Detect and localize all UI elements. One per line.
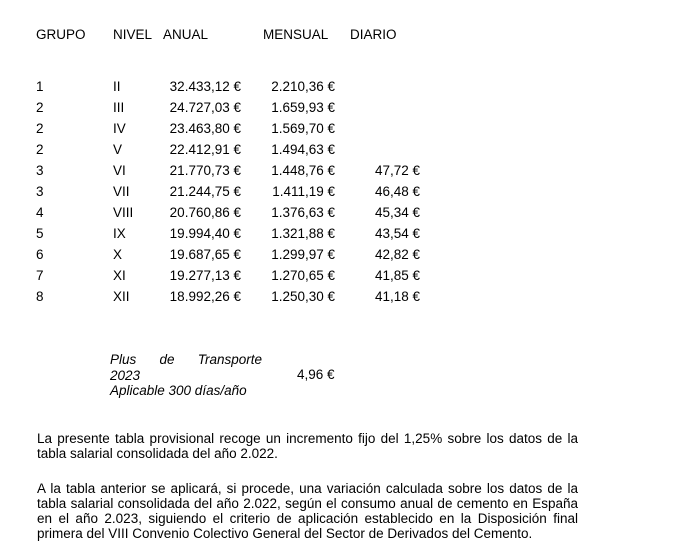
transport-allowance-applicable: Aplicable 300 días/año bbox=[110, 383, 247, 398]
cell-anual: 23.463,80 € bbox=[169, 121, 241, 136]
cell-diario: 41,85 € bbox=[374, 268, 420, 283]
table-row bbox=[0, 121, 683, 142]
cell-anual: 22.412,91 € bbox=[169, 142, 241, 157]
cell-mensual: 1.321,88 € bbox=[271, 226, 335, 241]
table-row bbox=[0, 142, 683, 163]
table-row bbox=[0, 268, 683, 289]
cell-diario: 41,18 € bbox=[374, 289, 420, 304]
cell-anual: 32.433,12 € bbox=[169, 79, 241, 94]
cell-anual: 18.992,26 € bbox=[169, 289, 241, 304]
cell-nivel: X bbox=[113, 247, 123, 262]
cell-nivel: VII bbox=[113, 184, 130, 199]
table-row bbox=[0, 79, 683, 100]
cell-mensual: 1.569,70 € bbox=[271, 121, 335, 136]
paragraph-variation-note: A la tabla anterior se aplicará, si procede, una variación calculada sobre los datos de la tabla salarial consolidada del año 2.022, según el consumo anual de cemento en España en el año 2.023, siguiendo el criterio de aplicación establecido en la Disposición final primera del VIII Convenio Colectivo General del Sector de Derivados del Cemento. bbox=[37, 481, 578, 541]
cell-anual: 21.244,75 € bbox=[169, 184, 241, 199]
table-row bbox=[0, 205, 683, 226]
column-header-grupo: GRUPO bbox=[36, 27, 86, 42]
table-row bbox=[0, 289, 683, 310]
cell-grupo: 2 bbox=[36, 142, 44, 157]
cell-anual: 19.994,40 € bbox=[169, 226, 241, 241]
transport-word-de: de bbox=[159, 352, 175, 367]
cell-mensual: 1.411,19 € bbox=[272, 184, 335, 199]
cell-anual: 19.687,65 € bbox=[169, 247, 241, 262]
paragraph-increment-note: La presente tabla provisional recoge un incremento fijo del 1,25% sobre los datos de la tabla salarial consolidada del año 2.022. bbox=[37, 431, 578, 461]
table-row bbox=[0, 100, 683, 121]
cell-diario: 42,82 € bbox=[374, 247, 420, 262]
cell-anual: 20.760,86 € bbox=[169, 205, 241, 220]
table-row bbox=[0, 226, 683, 247]
transport-allowance-block bbox=[110, 352, 262, 399]
cell-diario: 46,48 € bbox=[374, 184, 420, 199]
cell-nivel: V bbox=[113, 142, 123, 157]
transport-allowance-value: 4,96 € bbox=[297, 367, 335, 382]
transport-allowance-year: 2023 bbox=[110, 367, 141, 383]
table-header-row bbox=[0, 27, 683, 43]
cell-diario: 45,34 € bbox=[374, 205, 420, 220]
cell-mensual: 1.250,30 € bbox=[271, 289, 335, 304]
cell-grupo: 6 bbox=[36, 247, 44, 262]
transport-word-plus: Plus bbox=[110, 352, 137, 367]
cell-mensual: 1.270,65 € bbox=[271, 268, 335, 283]
cell-anual: 19.277,13 € bbox=[169, 268, 241, 283]
cell-nivel: XI bbox=[113, 268, 126, 283]
cell-anual: 24.727,03 € bbox=[169, 100, 241, 115]
cell-mensual: 1.494,63 € bbox=[271, 142, 335, 157]
column-header-nivel: NIVEL bbox=[113, 27, 153, 42]
cell-grupo: 2 bbox=[36, 100, 44, 115]
cell-grupo: 7 bbox=[36, 268, 44, 283]
cell-nivel: XII bbox=[113, 289, 130, 304]
cell-nivel: IX bbox=[113, 226, 126, 241]
column-header-anual: ANUAL bbox=[163, 27, 209, 42]
cell-nivel: VI bbox=[113, 163, 126, 178]
cell-grupo: 1 bbox=[36, 79, 44, 94]
cell-grupo: 5 bbox=[36, 226, 44, 241]
cell-mensual: 1.659,93 € bbox=[271, 100, 335, 115]
column-header-mensual: MENSUAL bbox=[263, 27, 329, 42]
transport-word-transporte: Transporte bbox=[197, 352, 262, 367]
cell-nivel: VIII bbox=[113, 205, 134, 220]
cell-grupo: 3 bbox=[36, 163, 44, 178]
cell-grupo: 2 bbox=[36, 121, 44, 136]
transport-allowance-title bbox=[110, 352, 262, 368]
cell-anual: 21.770,73 € bbox=[169, 163, 241, 178]
table-row bbox=[0, 247, 683, 268]
cell-nivel: III bbox=[113, 100, 125, 115]
table-row bbox=[0, 184, 683, 205]
column-header-diario: DIARIO bbox=[350, 27, 397, 42]
cell-mensual: 1.376,63 € bbox=[271, 205, 335, 220]
cell-mensual: 1.448,76 € bbox=[271, 163, 335, 178]
cell-mensual: 2.210,36 € bbox=[271, 79, 335, 94]
cell-grupo: 3 bbox=[36, 184, 44, 199]
cell-diario: 43,54 € bbox=[374, 226, 420, 241]
cell-grupo: 8 bbox=[36, 289, 44, 304]
cell-nivel: IV bbox=[113, 121, 126, 136]
cell-mensual: 1.299,97 € bbox=[271, 247, 335, 262]
table-row bbox=[0, 163, 683, 184]
cell-grupo: 4 bbox=[36, 205, 44, 220]
cell-nivel: II bbox=[113, 79, 121, 94]
cell-diario: 47,72 € bbox=[374, 163, 420, 178]
